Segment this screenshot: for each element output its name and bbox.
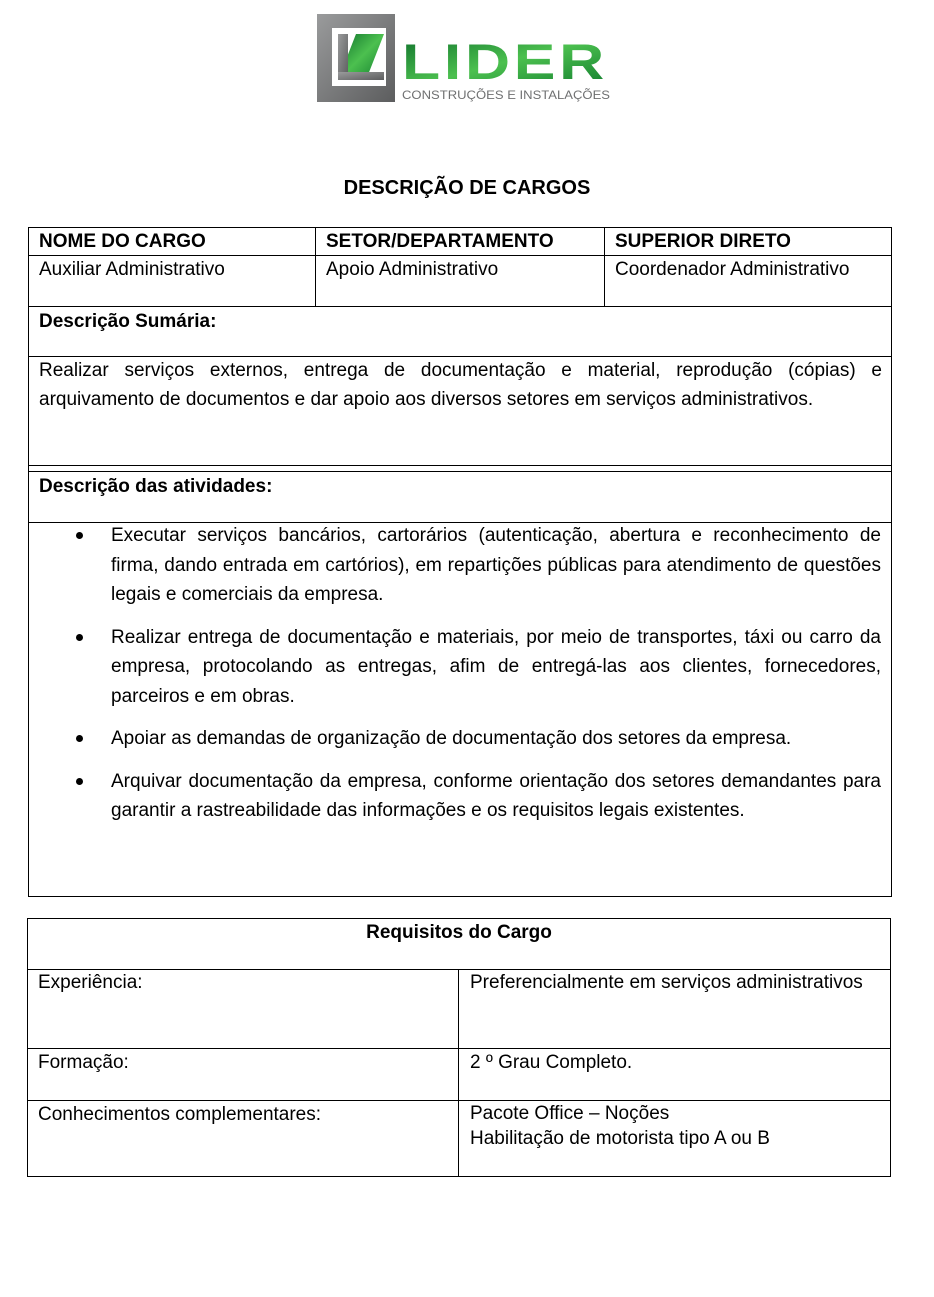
header-values-row: [29, 255, 891, 307]
requirement-value: 2 º Grau Completo.: [470, 1052, 633, 1073]
setor-departamento-label: SETOR/DEPARTAMENTO: [326, 231, 554, 252]
bullet-icon: [76, 532, 83, 539]
document-title: DESCRIÇÃO DE CARGOS: [343, 177, 591, 199]
list-item: Realizar entrega de documentação e materiais, por meio de transportes, táxi ou carro da empresa, protocolando as entregas, afim de entregá-las aos clientes, fornecedores, parceiros e em obras.: [29, 623, 891, 712]
superior-direto-label: SUPERIOR DIRETO: [615, 231, 791, 252]
activities-title: Descrição das atividades:: [39, 476, 273, 497]
nome-do-cargo-label: NOME DO CARGO: [39, 231, 206, 252]
lider-logo-graphic: [316, 12, 616, 104]
requirement-row-formacao: [28, 1049, 890, 1101]
bullet-icon: [76, 634, 83, 641]
summary-title: Descrição Sumária:: [39, 311, 217, 332]
divider: [29, 465, 891, 466]
requirement-value-line: Pacote Office – Noções: [470, 1103, 670, 1124]
requirement-row-conhecimentos: [28, 1101, 890, 1176]
summary-text: Realizar serviços externos, entrega de documentação e material, reprodução (cópias) e arquivamento de documentos e dar apoio aos diversos setores em serviços administrativos.: [39, 360, 882, 410]
setor-departamento-value: Apoio Administrativo: [326, 259, 499, 280]
nome-do-cargo-value: Auxiliar Administrativo: [39, 259, 225, 280]
list-item: Apoiar as demandas de organização de documentação dos setores da empresa.: [29, 724, 891, 754]
requirement-value: Preferencialmente em serviços administrativos: [470, 972, 863, 993]
company-logo: [316, 12, 616, 104]
divider: [29, 471, 891, 472]
logo-tagline: CONSTRUÇÕES E INSTALAÇÕES: [402, 90, 586, 102]
bullet-icon: [76, 778, 83, 785]
list-item: Executar serviços bancários, cartorários (autenticação, abertura e reconhecimento de firma, dando entrada em cartórios), em repartições públicas para atendimento de questões legais e comerciais da empresa.: [29, 521, 891, 610]
requirement-row-experiencia: [28, 969, 890, 1049]
list-item: Arquivar documentação da empresa, conforme orientação dos setores demandantes para garantir a rastreabilidade das informações e os requisitos legais existentes.: [29, 767, 891, 826]
job-description-table: [28, 227, 892, 897]
requirement-label: Formação:: [38, 1052, 129, 1073]
logo-brand-text: LIDER: [402, 34, 608, 90]
requirement-label: Experiência:: [38, 972, 143, 993]
requirement-value-line: Habilitação de motorista tipo A ou B: [470, 1128, 770, 1149]
requirements-table: [27, 918, 891, 1177]
header-labels-row: [29, 228, 891, 256]
requirements-title: Requisitos do Cargo: [28, 919, 890, 970]
superior-direto-value: Coordenador Administrativo: [615, 259, 850, 280]
requirement-label: Conhecimentos complementares:: [38, 1104, 322, 1125]
activities-list: [29, 521, 891, 839]
bullet-icon: [76, 735, 83, 742]
requirement-value: [470, 1101, 870, 1151]
